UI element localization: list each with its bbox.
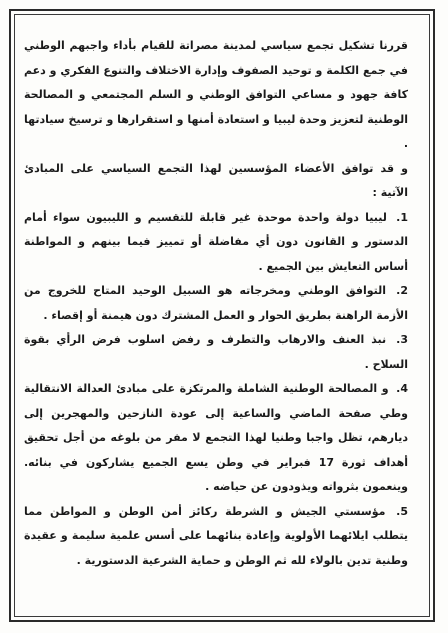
principle-number: 2. — [396, 284, 408, 297]
document-body — [24, 34, 408, 573]
principle-text: مؤسستي الجيش و الشرطة ركائز أمن الوطن و المواطن مما يتطلب ايلائهما الأولوية وإعادة بنائهما على أسس علمية سليمة و عقيدة وطنية تدين بالولاء لله ثم الوطن و حماية الشرعية الدستورية . — [24, 504, 408, 567]
principle-text: التوافق الوطني ومخرجاته هو السبيل الوحيد المتاح للخروج من الأزمة الراهنة بطريق الحوار و العمل المشترك دون هيمنة أو إقصاء . — [24, 284, 408, 322]
principle-item-2 — [24, 279, 408, 328]
principle-text: نبذ العنف والارهاب والتطرف و رفض اسلوب فرض الرأي بقوة السلاح . — [24, 333, 408, 371]
principle-item-4 — [24, 377, 408, 500]
principle-number: 5. — [396, 504, 408, 518]
principle-number: 3. — [396, 333, 408, 346]
principle-text: و المصالحة الوطنية الشاملة والمرتكزة على مبادئ العدالة الانتقالية وطي صفحة الماضي والساعية إلى عودة النازحين والمهجرين إلى ديارهم، تظل واجبا وطنيا لهذا التجمع لا مفر من بلوغه من أجل تحقيق أهداف ثورة 17 فبراير في وطن يسع الجميع يشاركون في بنائه. وينعمون بثرواته ويذودون عن حياضه . — [24, 382, 409, 493]
principle-number: 1. — [396, 210, 408, 224]
principle-text: ليبيا دولة واحدة موحدة غير قابلة للتقسيم و الليبيون سواء أمام الدستور و القانون دون أي مفاضلة أو تمييز فيما بينهم و المواطنة أساس التعايش بين الجميع . — [24, 210, 408, 273]
principle-number: 4. — [396, 382, 408, 395]
principle-item-3 — [24, 328, 408, 377]
intro-paragraph: قررنا تشكيل تجمع سياسي لمدينة مصراتة للقيام بأداء واجبهم الوطني في جمع الكلمة و توحيد الصفوف وإدارة الاختلاف والتنوع الفكري و دعم كافة جهود و مساعي التوافق الوطني و السلم المجتمعي و المصالحة الوطنية لتعزيز وحدة ليبيا و استعادة أمنها و استقرارها و ترسيخ سيادتها . — [24, 39, 408, 150]
principles-preamble: و قد توافق الأعضاء المؤسسين لهذا التجمع السياسي على المبادئ الآتية : — [24, 161, 408, 199]
principle-item-1 — [24, 206, 408, 280]
principle-item-5 — [24, 500, 408, 574]
